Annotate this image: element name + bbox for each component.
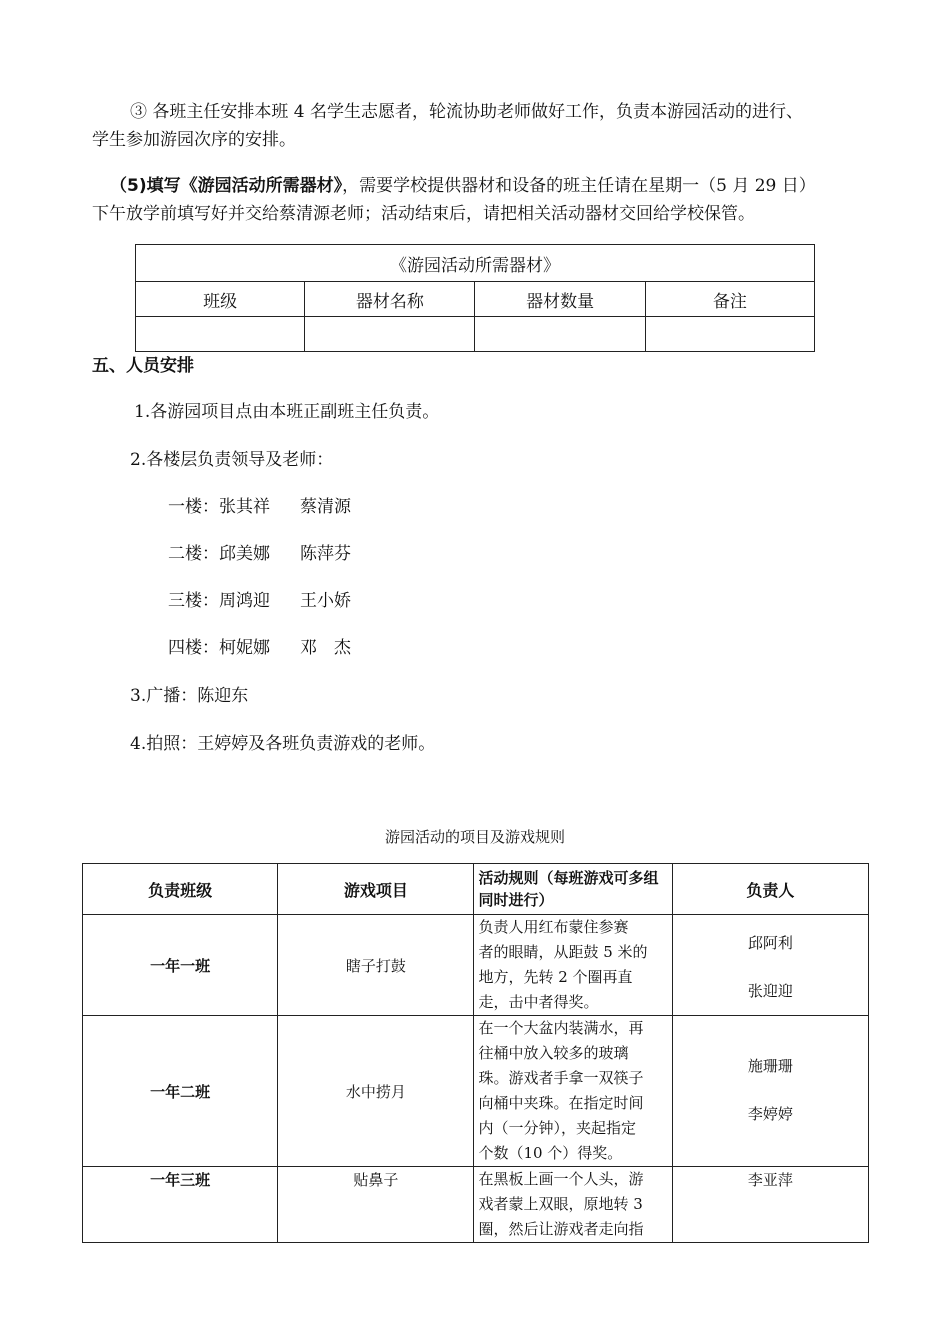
equipment-paragraph-line1 [110,172,930,200]
person-name: 邱阿利 [747,934,793,952]
games-row-persons [672,1016,868,1167]
games-row-class: 一年三班 [83,1167,278,1243]
equipment-cell-empty [305,317,475,352]
personnel-item-3: 3.广播：陈迎东 [130,686,249,706]
games-row-persons [672,1167,868,1243]
equipment-cell-empty [475,317,645,352]
floor-1-name2: 蔡清源 [300,497,351,517]
floor-4-row [168,634,351,662]
games-row-game: 水中捞月 [278,1016,474,1167]
equipment-cell-empty [136,317,305,352]
volunteer-paragraph-line2: 学生参加游园次序的安排。 [92,130,296,150]
section-heading-personnel: 五、人员安排 [92,356,194,376]
games-row-game: 瞎子打鼓 [278,915,474,1016]
rule-line: 者的眼睛，从距鼓 5 米的 [478,943,648,961]
rule-line: 内（一分钟），夹起指定 [478,1119,636,1137]
rule-line: 负责人用红布蒙住参赛 [478,918,629,936]
person-name: 李婷婷 [747,1105,793,1123]
equipment-header-name: 器材名称 [305,282,475,317]
equipment-cell-empty [645,317,814,352]
equipment-table-title: 《游园活动所需器材》 [136,245,815,282]
games-header-class: 负责班级 [83,864,278,915]
rule-line: 在一个大盆内装满水，再 [478,1019,644,1037]
games-row-rule [474,1016,672,1167]
games-row-persons [672,915,868,1016]
games-table-caption: 游园活动的项目及游戏规则 [384,828,565,846]
floor-2-label: 二楼：邱美娜 [168,544,270,564]
games-row-class: 一年一班 [83,915,278,1016]
equipment-header-quantity: 器材数量 [475,282,645,317]
floor-3-row [168,587,351,615]
floor-3-name2: 王小娇 [300,591,351,611]
rule-line: 地方，先转 2 个圈再直 [478,968,633,986]
person-name: 张迎迎 [747,982,793,1000]
person-name: 李亚萍 [747,1171,793,1189]
rule-line: 在黑板上画一个人头，游 [478,1170,644,1188]
person-name: 施珊珊 [747,1057,793,1075]
equipment-header-class: 班级 [136,282,305,317]
games-row-class: 一年二班 [83,1016,278,1167]
rule-line: 走，击中者得奖。 [478,993,599,1011]
rule-line: 圈，然后让游戏者走向指 [478,1220,644,1238]
floor-4-label: 四楼：柯妮娜 [168,638,270,658]
games-table [82,863,869,1243]
rule-line: 珠。游戏者手拿一双筷子 [478,1069,644,1087]
rule-line: 向桶中夹珠。在指定时间 [478,1094,644,1112]
floor-2-row [168,540,351,568]
floor-1-row [168,493,351,521]
games-header-person: 负责人 [672,864,868,915]
rule-line: 往桶中放入较多的玻璃 [478,1044,629,1062]
floor-2-name2: 陈萍芬 [300,544,351,564]
games-header-rules: 活动规则（每班游戏可多组同时进行） [474,864,672,915]
floor-3-label: 三楼：周鸿迎 [168,591,270,611]
volunteer-paragraph-line1: ③ 各班主任安排本班 4 名学生志愿者，轮流协助老师做好工作，负责本游园活动的进行、 [130,102,804,122]
games-header-game: 游戏项目 [278,864,474,915]
games-row-rule [474,915,672,1016]
equipment-paragraph-bold: （5)填写《游园活动所需器材》 [110,176,343,196]
personnel-item-4: 4.拍照：王婷婷及各班负责游戏的老师。 [130,734,436,754]
games-row-rule [474,1167,672,1243]
floor-1-label: 一楼：张其祥 [168,497,270,517]
personnel-item-2: 2.各楼层负责领导及老师： [130,450,334,470]
equipment-paragraph-line2: 下午放学前填写好并交给蔡清源老师；活动结束后，请把相关活动器材交回给学校保管。 [92,204,755,224]
equipment-paragraph-rest: ，需要学校提供器材和设备的班主任请在星期一（5 月 29 日） [342,176,816,196]
equipment-header-notes: 备注 [645,282,814,317]
games-row-game: 贴鼻子 [278,1167,474,1243]
rule-line: 戏者蒙上双眼，原地转 3 [478,1195,643,1213]
equipment-table [135,244,815,352]
rule-line: 个数（10 个）得奖。 [478,1144,623,1162]
personnel-item-1: 1.各游园项目点由本班正副班主任负责。 [134,402,440,422]
floor-4-name2: 邓 杰 [300,638,351,658]
